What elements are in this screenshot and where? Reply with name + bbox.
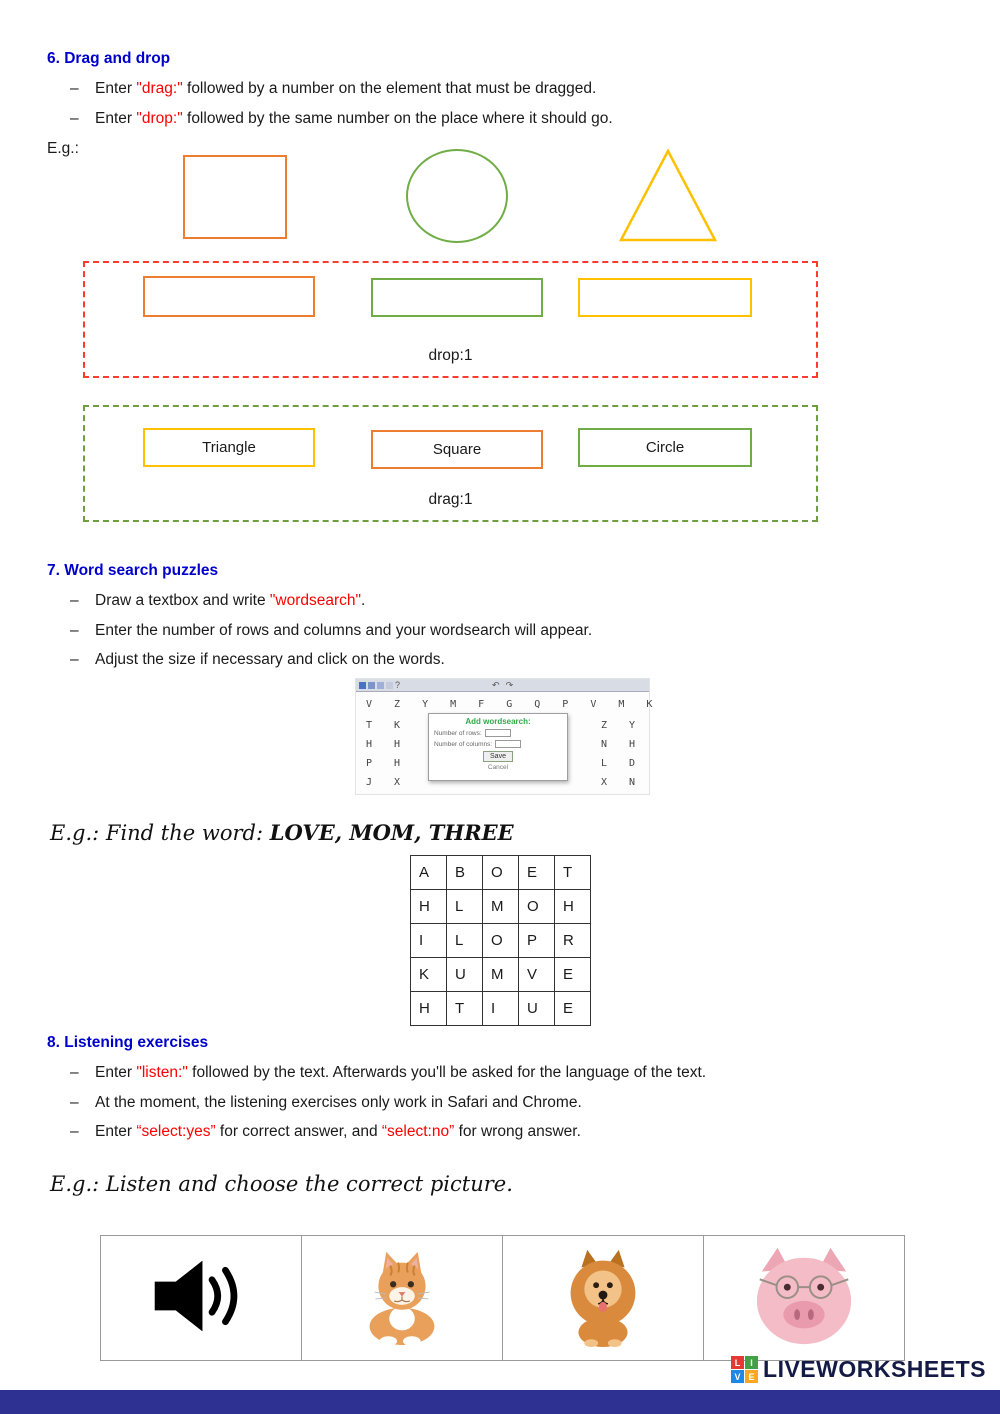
rows-label: Number of rows: (434, 729, 482, 737)
text-part: for wrong answer. (454, 1123, 581, 1140)
logo-square-l: L (731, 1356, 744, 1369)
grid-cell[interactable]: P (519, 924, 555, 958)
find-word-example (50, 820, 514, 845)
toolbar-icon (368, 682, 375, 689)
grid-cell[interactable]: L (447, 924, 483, 958)
answer-row (101, 1236, 905, 1361)
grid-cell[interactable]: E (555, 958, 591, 992)
text-part: Enter (95, 80, 137, 97)
text-part: followed by the text. Afterwards you'll be asked for the language of the text. (187, 1064, 707, 1081)
letter-row: V Z Y M F G Q P V M K (366, 699, 661, 710)
section8-title: 8. Listening exercises (47, 1034, 209, 1051)
logo-square-v: V (731, 1370, 744, 1383)
grid-cell[interactable]: O (483, 924, 519, 958)
bullet-rows-cols (70, 622, 592, 640)
drag-zone-label: drag:1 (428, 491, 473, 508)
grid-row (411, 924, 591, 958)
grid-cell[interactable]: H (411, 890, 447, 924)
listen-token: "listen:" (136, 1064, 188, 1081)
drop-zone-label: drop:1 (428, 347, 473, 364)
cat-image[interactable] (352, 1242, 452, 1350)
bullet-browsers (70, 1094, 582, 1112)
bullet-drag (70, 80, 596, 98)
wordsearch-app-screenshot (355, 678, 661, 795)
dog-image[interactable] (553, 1242, 653, 1350)
bullet-dash: – (70, 1094, 79, 1111)
grid-cell[interactable]: L (447, 890, 483, 924)
letter-row: X N (600, 777, 643, 788)
bullet-text (95, 1064, 706, 1082)
liveworksheets-logo[interactable] (731, 1356, 986, 1383)
grid-cell[interactable]: O (483, 856, 519, 890)
section6-title: 6. Drag and drop (47, 50, 171, 67)
drop-target-orange[interactable] (143, 276, 315, 317)
bullet-dash: – (70, 1123, 79, 1140)
cols-input[interactable] (495, 740, 521, 748)
logo-square-e: E (745, 1370, 758, 1383)
cancel-link[interactable]: Cancel (487, 764, 509, 771)
footer-bar (0, 1390, 1000, 1414)
grid-row (411, 890, 591, 924)
letter-row: Z Y (600, 720, 643, 731)
drag-item-square[interactable]: Square (371, 430, 543, 469)
letter-row: N H (600, 739, 643, 750)
undo-icon: ↶ (492, 679, 500, 690)
grid-cell[interactable]: E (555, 992, 591, 1026)
grid-cell[interactable]: E (519, 856, 555, 890)
grid-cell[interactable]: I (483, 992, 519, 1026)
bullet-listen (70, 1064, 706, 1082)
grid-cell[interactable]: V (519, 958, 555, 992)
logo-square-i: I (745, 1356, 758, 1369)
toolbar-icon (359, 682, 366, 689)
bullet-text: At the moment, the listening exercises only work in Safari and Chrome. (95, 1094, 582, 1111)
bullet-adjust (70, 651, 445, 669)
answer-cell-pig[interactable] (704, 1236, 905, 1361)
text-part: Enter (95, 1123, 137, 1140)
bullet-select (70, 1123, 581, 1141)
bullet-dash: – (70, 622, 79, 639)
bullet-text (95, 110, 613, 128)
add-wordsearch-dialog (428, 713, 568, 781)
drop-zone (83, 261, 818, 378)
answer-table (100, 1235, 905, 1361)
text-part: for correct answer, and (215, 1123, 382, 1140)
grid-cell[interactable]: U (447, 958, 483, 992)
bullet-text (95, 592, 365, 610)
app-toolbar (356, 679, 649, 692)
target-words: LOVE, MOM, THREE (269, 820, 514, 845)
grid-row (411, 958, 591, 992)
circle-shape[interactable] (406, 149, 508, 243)
text-part: Enter (95, 110, 137, 127)
bullet-text (95, 80, 596, 98)
pig-image[interactable] (739, 1242, 869, 1350)
square-shape[interactable] (183, 155, 287, 239)
bullet-dash: – (70, 592, 79, 609)
letter-row: P H (366, 758, 409, 769)
bullet-dash: – (70, 110, 79, 127)
text-part: Draw a textbox and write (95, 592, 270, 609)
grid-cell[interactable]: A (411, 856, 447, 890)
grid-cell[interactable]: T (555, 856, 591, 890)
grid-cell[interactable]: M (483, 890, 519, 924)
letter-row: T K (366, 720, 409, 731)
grid-cell[interactable]: M (483, 958, 519, 992)
drag-zone (83, 405, 818, 522)
text-part: . (361, 592, 366, 609)
grid-cell[interactable]: T (447, 992, 483, 1026)
text-part: E.g.: Find the word: (50, 821, 270, 845)
grid-cell[interactable]: H (555, 890, 591, 924)
triangle-shape[interactable] (618, 148, 718, 243)
text-part: followed by a number on the element that must be dragged. (182, 80, 597, 97)
speaker-icon[interactable] (149, 1253, 254, 1339)
bullet-text: Adjust the size if necessary and click on the words. (95, 651, 445, 668)
select-no-token: “select:no” (381, 1123, 455, 1140)
bullet-text: Enter the number of rows and columns and your wordsearch will appear. (95, 622, 593, 639)
letter-row: H H (366, 739, 409, 750)
bullet-dash: – (70, 80, 79, 97)
wordsearch-token: "wordsearch" (269, 592, 362, 609)
grid-cell[interactable]: U (519, 992, 555, 1026)
section7-title: 7. Word search puzzles (47, 562, 219, 579)
grid-cell[interactable]: H (411, 992, 447, 1026)
grid-cell[interactable]: I (411, 924, 447, 958)
drop-target-green[interactable] (371, 278, 543, 317)
answer-cell-dog[interactable] (503, 1236, 704, 1361)
grid-cell[interactable]: B (447, 856, 483, 890)
wordsearch-grid-table (410, 855, 591, 1026)
drag-item-circle[interactable]: Circle (578, 428, 752, 467)
redo-icon: ↷ (505, 679, 514, 690)
grid-cell[interactable]: K (411, 958, 447, 992)
letter-row: J X (366, 777, 409, 788)
drop-token: "drop:" (136, 110, 183, 127)
help-icon: ? (395, 679, 401, 690)
grid-row (411, 856, 591, 890)
bullet-dash: – (70, 651, 79, 668)
toolbar-icon (386, 682, 393, 689)
eg-label-s6: E.g.: (47, 140, 79, 157)
answer-cell-cat[interactable] (302, 1236, 503, 1361)
brand-text: LIVEWORKSHEETS (763, 1356, 986, 1382)
letter-row: L D (600, 758, 643, 769)
select-yes-token: “select:yes” (136, 1123, 216, 1140)
bullet-text (95, 1123, 581, 1141)
drag-item-triangle[interactable]: Triangle (143, 428, 315, 467)
grid-row (411, 992, 591, 1026)
drag-token: "drag:" (136, 80, 183, 97)
text-part: followed by the same number on the place where it should go. (182, 110, 613, 127)
rows-input[interactable] (485, 729, 511, 737)
bullet-drop (70, 110, 613, 128)
audio-cell[interactable] (101, 1236, 302, 1361)
grid-cell[interactable]: R (555, 924, 591, 958)
listen-example: E.g.: Listen and choose the correct picture. (50, 1172, 513, 1196)
save-button[interactable]: Save (483, 751, 513, 762)
bullet-dash: – (70, 1064, 79, 1081)
logo-squares (731, 1356, 758, 1383)
dialog-title: Add wordsearch: (465, 717, 531, 726)
bullet-wordsearch (70, 592, 365, 610)
drop-target-yellow[interactable] (578, 278, 752, 317)
text-part: Enter (95, 1064, 137, 1081)
toolbar-icon (377, 682, 384, 689)
grid-cell[interactable]: O (519, 890, 555, 924)
cols-label: Number of columns: (434, 740, 493, 748)
